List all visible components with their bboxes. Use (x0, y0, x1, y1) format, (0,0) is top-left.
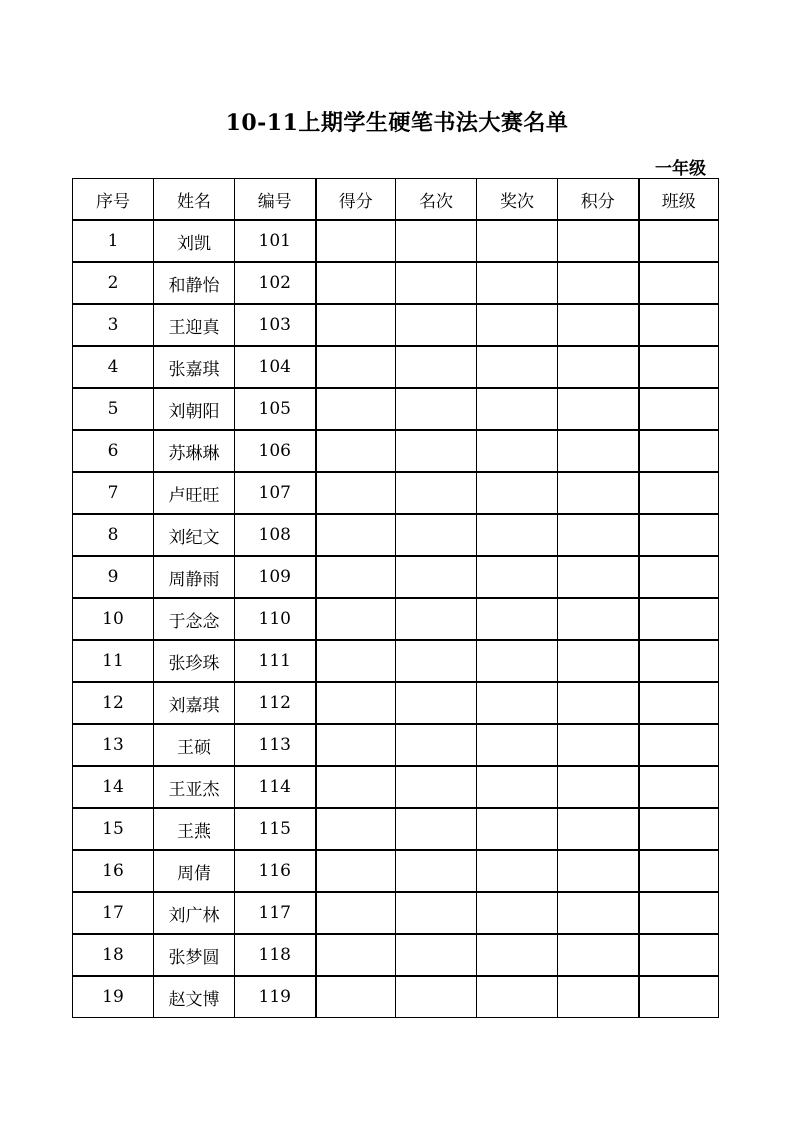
cell-class (639, 514, 719, 556)
cell-seq: 10 (73, 598, 154, 640)
cell-score (316, 892, 396, 934)
cell-award (477, 304, 558, 346)
cell-rank (396, 808, 477, 850)
cell-name: 刘嘉琪 (154, 682, 235, 724)
cell-id: 113 (235, 724, 316, 766)
cell-points (558, 346, 639, 388)
cell-id: 119 (235, 976, 316, 1018)
table-row (73, 472, 719, 514)
cell-class (639, 766, 719, 808)
cell-seq: 9 (73, 556, 154, 598)
cell-points (558, 556, 639, 598)
cell-award (477, 766, 558, 808)
cell-id: 110 (235, 598, 316, 640)
cell-rank (396, 388, 477, 430)
cell-seq: 19 (73, 976, 154, 1018)
header-points: 积分 (558, 179, 639, 221)
cell-award (477, 892, 558, 934)
cell-name: 和静怡 (154, 262, 235, 304)
cell-rank (396, 976, 477, 1018)
cell-award (477, 472, 558, 514)
table-row (73, 262, 719, 304)
cell-id: 101 (235, 220, 316, 262)
cell-class (639, 850, 719, 892)
cell-name: 刘朝阳 (154, 388, 235, 430)
cell-score (316, 976, 396, 1018)
cell-seq: 15 (73, 808, 154, 850)
cell-award (477, 808, 558, 850)
cell-points (558, 220, 639, 262)
cell-points (558, 682, 639, 724)
cell-points (558, 766, 639, 808)
cell-id: 106 (235, 430, 316, 472)
cell-id: 107 (235, 472, 316, 514)
cell-rank (396, 682, 477, 724)
cell-seq: 8 (73, 514, 154, 556)
cell-seq: 1 (73, 220, 154, 262)
table-row (73, 556, 719, 598)
cell-score (316, 388, 396, 430)
cell-points (558, 388, 639, 430)
cell-id: 102 (235, 262, 316, 304)
contestant-table (72, 178, 719, 1018)
cell-class (639, 556, 719, 598)
cell-award (477, 430, 558, 472)
cell-name: 周倩 (154, 850, 235, 892)
cell-class (639, 976, 719, 1018)
table-row (73, 430, 719, 472)
cell-name: 张珍珠 (154, 640, 235, 682)
cell-class (639, 808, 719, 850)
cell-id: 117 (235, 892, 316, 934)
cell-name: 张嘉琪 (154, 346, 235, 388)
cell-class (639, 346, 719, 388)
cell-rank (396, 262, 477, 304)
cell-rank (396, 556, 477, 598)
cell-award (477, 388, 558, 430)
cell-name: 王硕 (154, 724, 235, 766)
cell-award (477, 220, 558, 262)
cell-score (316, 346, 396, 388)
cell-rank (396, 346, 477, 388)
cell-score (316, 514, 396, 556)
cell-award (477, 724, 558, 766)
cell-award (477, 934, 558, 976)
cell-points (558, 514, 639, 556)
cell-seq: 5 (73, 388, 154, 430)
table-row (73, 892, 719, 934)
cell-id: 105 (235, 388, 316, 430)
header-rank: 名次 (396, 179, 477, 221)
cell-seq: 13 (73, 724, 154, 766)
cell-name: 于念念 (154, 598, 235, 640)
cell-points (558, 934, 639, 976)
header-score: 得分 (316, 179, 396, 221)
cell-class (639, 304, 719, 346)
cell-class (639, 472, 719, 514)
cell-rank (396, 724, 477, 766)
cell-rank (396, 766, 477, 808)
cell-points (558, 976, 639, 1018)
cell-class (639, 934, 719, 976)
cell-score (316, 304, 396, 346)
cell-award (477, 514, 558, 556)
cell-id: 108 (235, 514, 316, 556)
cell-name: 张梦圆 (154, 934, 235, 976)
cell-id: 104 (235, 346, 316, 388)
cell-award (477, 346, 558, 388)
cell-points (558, 892, 639, 934)
cell-points (558, 598, 639, 640)
cell-seq: 11 (73, 640, 154, 682)
table-row (73, 388, 719, 430)
table-row (73, 850, 719, 892)
table-row (73, 514, 719, 556)
cell-score (316, 682, 396, 724)
header-name: 姓名 (154, 179, 235, 221)
cell-points (558, 640, 639, 682)
cell-rank (396, 892, 477, 934)
cell-id: 111 (235, 640, 316, 682)
cell-class (639, 724, 719, 766)
cell-seq: 16 (73, 850, 154, 892)
cell-name: 苏琳琳 (154, 430, 235, 472)
cell-seq: 6 (73, 430, 154, 472)
cell-score (316, 472, 396, 514)
cell-rank (396, 934, 477, 976)
cell-score (316, 808, 396, 850)
cell-seq: 12 (73, 682, 154, 724)
cell-name: 赵文博 (154, 976, 235, 1018)
cell-class (639, 262, 719, 304)
header-seq: 序号 (73, 179, 154, 221)
cell-award (477, 850, 558, 892)
cell-name: 刘广林 (154, 892, 235, 934)
table-row (73, 304, 719, 346)
cell-score (316, 850, 396, 892)
cell-seq: 17 (73, 892, 154, 934)
cell-class (639, 640, 719, 682)
cell-points (558, 262, 639, 304)
cell-points (558, 724, 639, 766)
cell-score (316, 430, 396, 472)
table-row (73, 598, 719, 640)
cell-class (639, 892, 719, 934)
cell-rank (396, 850, 477, 892)
cell-rank (396, 304, 477, 346)
cell-name: 王燕 (154, 808, 235, 850)
cell-name: 刘凯 (154, 220, 235, 262)
cell-name: 王亚杰 (154, 766, 235, 808)
cell-seq: 14 (73, 766, 154, 808)
cell-id: 118 (235, 934, 316, 976)
table-row (73, 724, 719, 766)
header-class: 班级 (639, 179, 719, 221)
header-award: 奖次 (477, 179, 558, 221)
table-row (73, 682, 719, 724)
cell-award (477, 262, 558, 304)
table-row (73, 766, 719, 808)
cell-rank (396, 598, 477, 640)
cell-class (639, 598, 719, 640)
cell-score (316, 724, 396, 766)
cell-score (316, 934, 396, 976)
cell-name: 周静雨 (154, 556, 235, 598)
cell-seq: 18 (73, 934, 154, 976)
cell-id: 116 (235, 850, 316, 892)
cell-name: 卢旺旺 (154, 472, 235, 514)
cell-id: 114 (235, 766, 316, 808)
cell-points (558, 472, 639, 514)
cell-class (639, 682, 719, 724)
cell-rank (396, 514, 477, 556)
cell-id: 109 (235, 556, 316, 598)
cell-id: 112 (235, 682, 316, 724)
cell-award (477, 682, 558, 724)
cell-seq: 2 (73, 262, 154, 304)
table-row (73, 346, 719, 388)
cell-seq: 7 (73, 472, 154, 514)
cell-score (316, 598, 396, 640)
cell-award (477, 598, 558, 640)
cell-points (558, 304, 639, 346)
table-row (73, 808, 719, 850)
cell-seq: 4 (73, 346, 154, 388)
cell-score (316, 766, 396, 808)
cell-name: 刘纪文 (154, 514, 235, 556)
header-id: 编号 (235, 179, 316, 221)
cell-class (639, 388, 719, 430)
grade-label: 一年级 (655, 159, 706, 179)
cell-points (558, 850, 639, 892)
cell-points (558, 808, 639, 850)
cell-score (316, 640, 396, 682)
cell-award (477, 976, 558, 1018)
cell-class (639, 220, 719, 262)
cell-score (316, 262, 396, 304)
cell-points (558, 430, 639, 472)
table-row (73, 220, 719, 262)
cell-id: 115 (235, 808, 316, 850)
cell-rank (396, 220, 477, 262)
cell-rank (396, 430, 477, 472)
cell-award (477, 640, 558, 682)
document-title: 10-11上期学生硬笔书法大赛名单 (225, 110, 569, 136)
cell-score (316, 220, 396, 262)
cell-rank (396, 472, 477, 514)
table-row (73, 976, 719, 1018)
cell-id: 103 (235, 304, 316, 346)
cell-award (477, 556, 558, 598)
table-row (73, 640, 719, 682)
cell-seq: 3 (73, 304, 154, 346)
cell-rank (396, 640, 477, 682)
cell-score (316, 556, 396, 598)
cell-name: 王迎真 (154, 304, 235, 346)
table-header-row (73, 179, 719, 221)
cell-class (639, 430, 719, 472)
table-row (73, 934, 719, 976)
